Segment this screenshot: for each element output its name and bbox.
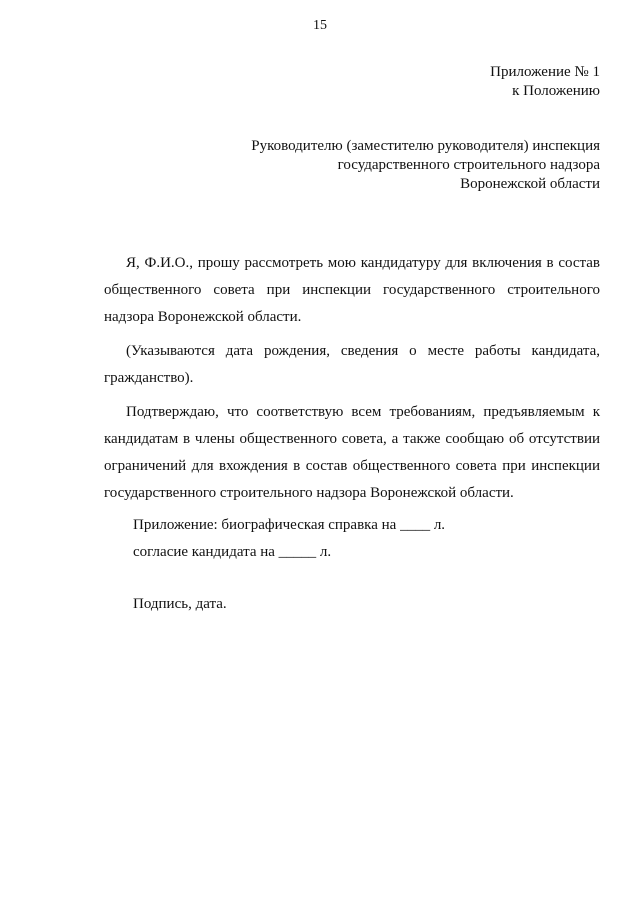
addressee-line-2: государственного строительного надзора — [337, 157, 600, 173]
request-paragraph: Я, Ф.И.О., прошу рассмотреть мою кандидатуру для включения в состав общественного совета при инспекции государственного строительного надзора Воронежской области. — [104, 255, 600, 325]
addressee-line-3: Воронежской области — [460, 176, 600, 192]
attachment-consent: согласие кандидата на _____ л. — [133, 544, 332, 560]
application-body — [104, 250, 600, 514]
attachments-block — [133, 512, 445, 566]
appendix-header — [490, 63, 600, 101]
candidate-details-paragraph: (Указываются дата рождения, сведения о месте работы кандидата, гражданство). — [104, 343, 600, 386]
addressee-line-1: Руководителю (заместителю руководителя) инспекция — [251, 138, 600, 154]
appendix-title: Приложение № 1 — [490, 64, 600, 80]
confirmation-paragraph: Подтверждаю, что соответствую всем требованиям, предъявляемым к кандидатам в члены общественного совета, а также сообщаю об отсутствии ограничений для вхождения в состав общественного совета при инспекции государственного строительного надзора Воронежской области. — [104, 404, 600, 501]
signature-line: Подпись, дата. — [133, 596, 227, 612]
addressee-block — [251, 137, 600, 194]
page-number: 15 — [313, 18, 327, 33]
appendix-reference: к Положению — [512, 83, 600, 99]
attachment-biography: Приложение: биографическая справка на ____ л. — [133, 517, 446, 533]
